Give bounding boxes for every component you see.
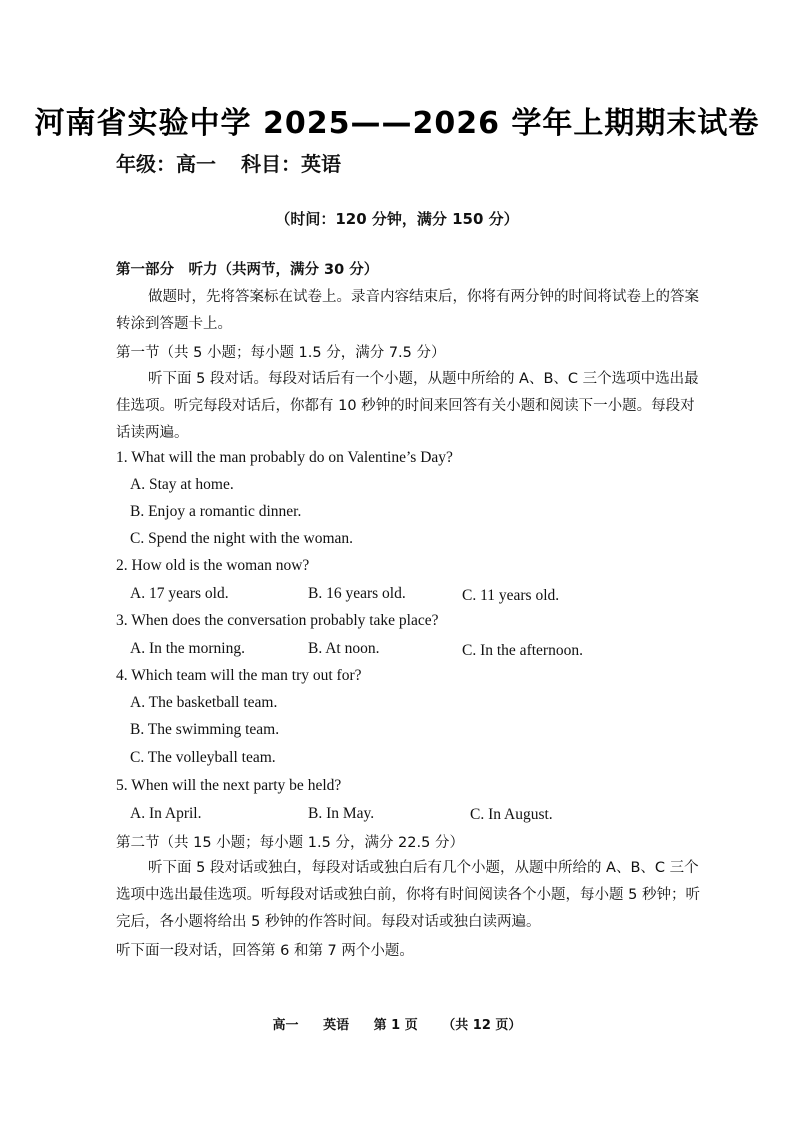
question-5-option-a: A. In April. — [130, 805, 202, 822]
question-1-stem: 1. What will the man probably do on Valentine’s Day? — [116, 449, 453, 466]
section2-heading: 第二节（共 15 小题；每小题 1.5 分，满分 22.5 分） — [116, 835, 464, 851]
section1-heading: 第一节（共 5 小题；每小题 1.5 分，满分 7.5 分） — [116, 345, 446, 361]
question-5-option-b: B. In May. — [308, 805, 375, 822]
question-3-option-b: B. At noon. — [308, 640, 380, 657]
question-4-option-a: A. The basketball team. — [130, 694, 278, 711]
question-1-option-a: A. Stay at home. — [130, 476, 234, 493]
question-2-option-c: C. 11 years old. — [462, 587, 560, 604]
footer-subject: 英语 — [323, 1018, 350, 1033]
question-3-option-a: A. In the morning. — [130, 640, 245, 657]
exam-title: 河南省实验中学 2025——2026 学年上期期末试卷 — [34, 106, 760, 141]
question-5-option-c: C. In August. — [470, 806, 553, 823]
question-2-stem: 2. How old is the woman now? — [116, 557, 310, 574]
question-2-option-b: B. 16 years old. — [308, 585, 406, 602]
exam-meta — [116, 148, 359, 177]
part1-instruction: 做题时，先将答案标在试卷上。录音内容结束后，你将有两分钟的时间将试卷上的答案转涂到答题卡上。 — [116, 289, 699, 332]
part1-heading: 第一部分 听力（共两节，满分 30 分） — [116, 262, 379, 278]
section1-instruction: 听下面 5 段对话。每段对话后有一个小题，从题中所给的 A、B、C 三个选项中选出最佳选项。听完每段对话后，你都有 10 秒钟的时间来回答有关小题和阅读下一小题。每段对话读两遍。 — [116, 371, 699, 441]
time-info: （时间：120 分钟，满分 150 分） — [275, 210, 519, 228]
question-4-stem: 4. Which team will the man try out for? — [116, 667, 362, 684]
question-5-stem: 5. When will the next party be held? — [116, 777, 342, 794]
page-footer — [0, 1014, 794, 1033]
question-3-option-c: C. In the afternoon. — [462, 642, 583, 659]
section2-next-instruction: 听下面一段对话，回答第 6 和第 7 两个小题。 — [116, 943, 414, 959]
subject-label: 科目：英语 — [240, 152, 341, 176]
grade-label: 年级：高一 — [116, 152, 216, 176]
question-4-option-c: C. The volleyball team. — [130, 749, 276, 766]
footer-total: （共 12 页） — [442, 1018, 522, 1033]
question-4-option-b: B. The swimming team. — [130, 721, 280, 738]
footer-page: 第 1 页 — [373, 1018, 418, 1033]
section2-instruction: 听下面 5 段对话或独白，每段对话或独白后有几个小题，从题中所给的 A、B、C 三个选项中选出最佳选项。听每段对话或独白前，你将有时间阅读各个小题，每小题 5 秒钟；听完后，各小题将给出 5 秒钟的作答时间。每段对话或独白读两遍。 — [116, 860, 700, 930]
question-3-stem: 3. When does the conversation probably take place? — [116, 612, 439, 629]
question-1-option-c: C. Spend the night with the woman. — [130, 530, 354, 547]
question-2-option-a: A. 17 years old. — [130, 585, 229, 602]
question-1-option-b: B. Enjoy a romantic dinner. — [130, 503, 302, 520]
footer-grade: 高一 — [272, 1018, 299, 1033]
